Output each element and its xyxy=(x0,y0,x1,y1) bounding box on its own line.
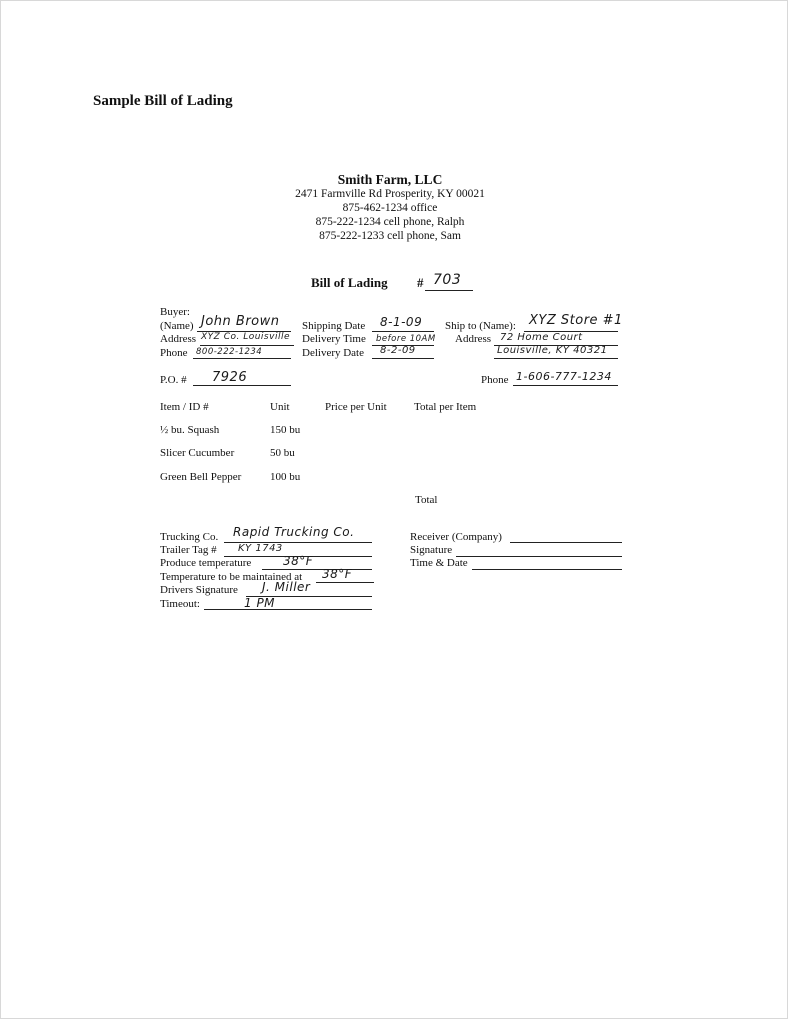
ship-to-address-2: Louisville, KY 40321 xyxy=(497,345,608,356)
company-phone-office: 875-462-1234 office xyxy=(342,202,438,214)
delivery-time: before 10AM xyxy=(376,334,436,344)
items-header-unit: Unit xyxy=(270,401,290,413)
document-heading: Sample Bill of Lading xyxy=(93,93,233,109)
receiver-company-line[interactable] xyxy=(510,542,622,543)
trucking-company: Rapid Trucking Co. xyxy=(233,525,355,539)
po-label: P.O. # xyxy=(160,374,187,386)
company-name: Smith Farm, LLC xyxy=(337,172,443,187)
trailer-tag: KY 1743 xyxy=(238,543,283,554)
receiver-signature-label: Signature xyxy=(410,544,453,556)
item-row-1-unit: 150 bu xyxy=(270,424,301,436)
receiver-time-date-label: Time & Date xyxy=(410,557,468,569)
shipping-date-label: Shipping Date xyxy=(302,320,366,332)
company-phone-sam: 875-222-1233 cell phone, Sam xyxy=(319,230,461,242)
ship-to-name-label: Ship to (Name): xyxy=(445,320,516,332)
buyer-phone: 800-222-1234 xyxy=(196,347,263,357)
po-line xyxy=(193,385,291,386)
bill-number: 703 xyxy=(433,272,462,288)
item-row-3-unit: 100 bu xyxy=(270,471,301,483)
item-row-3-name: Green Bell Pepper xyxy=(160,471,242,483)
delivery-date-label: Delivery Date xyxy=(302,347,364,359)
po-number: 7926 xyxy=(212,370,248,385)
ship-to-phone: 1-606-777-1234 xyxy=(516,370,612,383)
ship-to-address-line-2 xyxy=(494,358,618,359)
timeout-line xyxy=(204,609,372,610)
ship-to-phone-label: Phone xyxy=(481,374,509,386)
delivery-time-label: Delivery Time xyxy=(302,333,366,345)
ship-to-address-label: Address xyxy=(455,333,492,345)
receiver-company-label: Receiver (Company) xyxy=(410,531,502,543)
driver-signature: J. Miller xyxy=(262,580,311,594)
item-row-2-name: Slicer Cucumber xyxy=(160,447,235,459)
bill-number-label: # xyxy=(417,275,424,290)
ship-to-address-1: 72 Home Court xyxy=(500,332,583,343)
buyer-name: John Brown xyxy=(201,314,280,329)
receiver-time-date-line[interactable] xyxy=(472,569,622,570)
timeout: 1 PM xyxy=(244,596,276,610)
delivery-date-line xyxy=(372,358,434,359)
receiver-signature-line[interactable] xyxy=(456,556,622,557)
buyer-name-label: (Name) xyxy=(160,320,194,332)
buyer-address-label: Address xyxy=(160,333,197,345)
company-address: 2471 Farmville Rd Prosperity, KY 00021 xyxy=(295,188,485,200)
produce-temp-line xyxy=(262,569,372,570)
driver-signature-label: Drivers Signature xyxy=(160,584,238,596)
trailer-tag-label: Trailer Tag # xyxy=(160,544,217,556)
items-total-label: Total xyxy=(415,494,438,506)
maintain-temp-label: Temperature to be maintained at xyxy=(160,571,303,583)
produce-temp: 38°F xyxy=(283,554,314,568)
items-header-item: Item / ID # xyxy=(160,401,209,413)
buyer-phone-label: Phone xyxy=(160,347,188,359)
delivery-date: 8-2-09 xyxy=(380,345,416,356)
items-header-price: Price per Unit xyxy=(325,401,387,413)
buyer-address-line xyxy=(200,345,294,346)
shipping-date: 8-1-09 xyxy=(380,315,423,329)
item-row-2-unit: 50 bu xyxy=(270,447,295,459)
buyer-address: XYZ Co. Louisville xyxy=(201,332,290,342)
ship-to-name: XYZ Store #1 xyxy=(529,313,623,328)
ship-to-phone-line xyxy=(513,385,618,386)
buyer-phone-line xyxy=(193,358,291,359)
trucking-company-label: Trucking Co. xyxy=(160,531,219,543)
item-row-1-name: ½ bu. Squash xyxy=(160,424,220,436)
timeout-label: Timeout: xyxy=(160,598,200,610)
items-header-total: Total per Item xyxy=(414,401,477,413)
shipping-date-line xyxy=(372,331,434,332)
company-phone-ralph: 875-222-1234 cell phone, Ralph xyxy=(315,216,465,228)
bill-title: Bill of Lading xyxy=(311,275,388,290)
produce-temp-label: Produce temperature xyxy=(160,557,252,569)
maintain-temp-line xyxy=(316,582,374,583)
bill-number-line xyxy=(425,290,473,291)
buyer-label: Buyer: xyxy=(160,306,190,318)
maintain-temp: 38°F xyxy=(322,567,353,581)
